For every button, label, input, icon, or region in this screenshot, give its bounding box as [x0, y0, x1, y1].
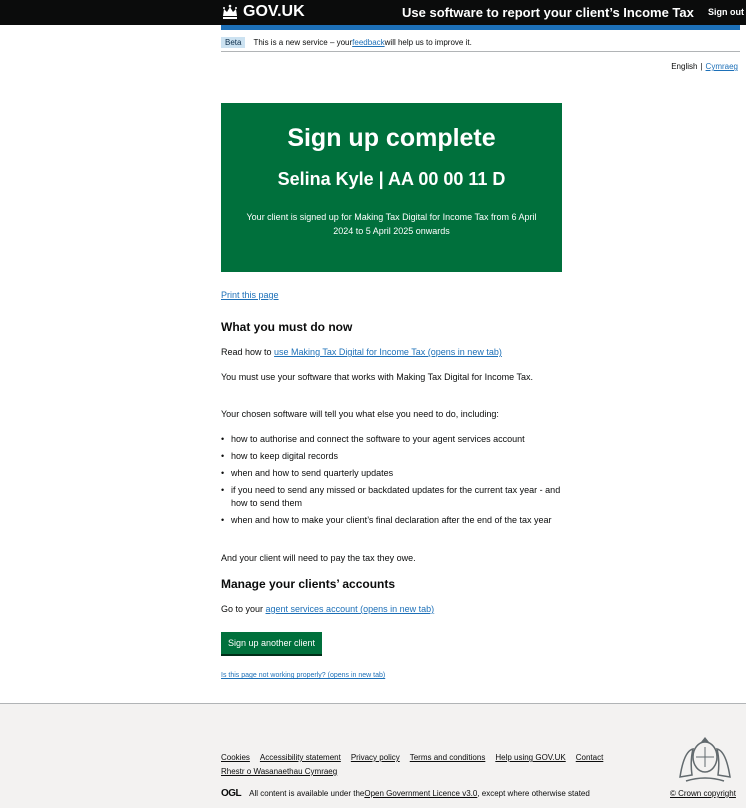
footer-link-help[interactable]: Help using GOV.UK: [495, 753, 566, 762]
ogl-logo: OGL: [221, 788, 242, 799]
print-page-link[interactable]: Print this page: [221, 290, 279, 300]
royal-crest-icon: [670, 729, 740, 785]
footer-link-accessibility[interactable]: Accessibility statement: [259, 753, 341, 762]
list-item: • how to keep digital records: [221, 450, 561, 463]
language-toggle: [671, 62, 738, 71]
phase-banner-text-after: will help us to improve it.: [384, 38, 472, 47]
govuk-footer: [0, 703, 746, 808]
logo-text: GOV.UK: [243, 3, 305, 20]
footer-licence: [221, 788, 590, 799]
footer-welsh-row: [221, 767, 337, 776]
footer-link-contact[interactable]: Contact: [575, 753, 604, 762]
footer-link-welsh-services[interactable]: Rhestr o Wasanaethau Cymraeg: [221, 767, 338, 776]
service-name[interactable]: Use software to report your client’s Income Tax: [402, 5, 694, 20]
phase-banner: [221, 34, 740, 52]
footer-link-privacy[interactable]: Privacy policy: [350, 753, 400, 762]
list-item: • when and how to send quarterly updates: [221, 467, 561, 480]
agent-services-link[interactable]: agent services account (opens in new tab): [265, 604, 435, 614]
list-item: • how to authorise and connect the software to your agent services account: [221, 433, 561, 446]
footer-link-terms[interactable]: Terms and conditions: [409, 753, 486, 762]
read-how-paragraph: [221, 346, 551, 359]
govuk-header: [0, 0, 746, 25]
language-cymraeg-link[interactable]: Cymraeg: [705, 62, 738, 71]
report-problem-link[interactable]: Is this page not working properly? (opens in new tab): [221, 672, 386, 679]
must-do-heading: What you must do now: [221, 320, 353, 334]
chosen-software-paragraph: Your chosen software will tell you what else you need to do, including:: [221, 409, 499, 419]
licence-link[interactable]: Open Government Licence v3.0: [364, 789, 478, 798]
manage-heading: Manage your clients’ accounts: [221, 577, 396, 591]
client-name: Selina Kyle | AA 00 00 11 D: [277, 169, 506, 189]
list-item: • when and how to make your client’s final declaration after the end of the tax year: [221, 514, 561, 527]
beta-tag: Beta: [221, 37, 245, 48]
licence-prefix: All content is available under the: [249, 789, 365, 798]
sign-up-another-client-button[interactable]: Sign up another client: [221, 632, 322, 654]
mtd-guidance-link[interactable]: use Making Tax Digital for Income Tax (opens in new tab): [274, 347, 502, 357]
crown-copyright-link[interactable]: © Crown copyright: [670, 789, 736, 798]
feedback-link[interactable]: feedback: [352, 38, 385, 47]
language-separator: |: [700, 62, 703, 71]
footer-links: [221, 753, 603, 762]
sign-out-link[interactable]: Sign out: [708, 7, 744, 17]
manage-paragraph: [221, 603, 551, 616]
header-accent-bar: [221, 25, 740, 30]
confirmation-panel: [221, 103, 562, 272]
todo-list: [221, 433, 561, 531]
phase-banner-text-before: This is a new service – your: [253, 38, 353, 47]
read-how-prefix: Read how to: [221, 347, 275, 357]
govuk-logo[interactable]: [221, 3, 305, 21]
language-current: English: [671, 62, 698, 71]
list-item: • if you need to send any missed or backdated updates for the current tax year - and how to send them: [221, 484, 561, 510]
pay-tax-paragraph: And your client will need to pay the tax they owe.: [221, 553, 416, 563]
licence-suffix: , except where otherwise stated: [477, 789, 590, 798]
software-paragraph: You must use your software that works with Making Tax Digital for Income Tax.: [221, 372, 533, 382]
crown-icon: [221, 4, 239, 20]
footer-link-cookies[interactable]: Cookies: [221, 753, 250, 762]
panel-body: Your client is signed up for Making Tax Digital for Income Tax from 6 April 2024 to 5 April 2025 onwards: [246, 212, 537, 236]
panel-title: Sign up complete: [287, 124, 496, 152]
manage-prefix: Go to your: [221, 604, 266, 614]
